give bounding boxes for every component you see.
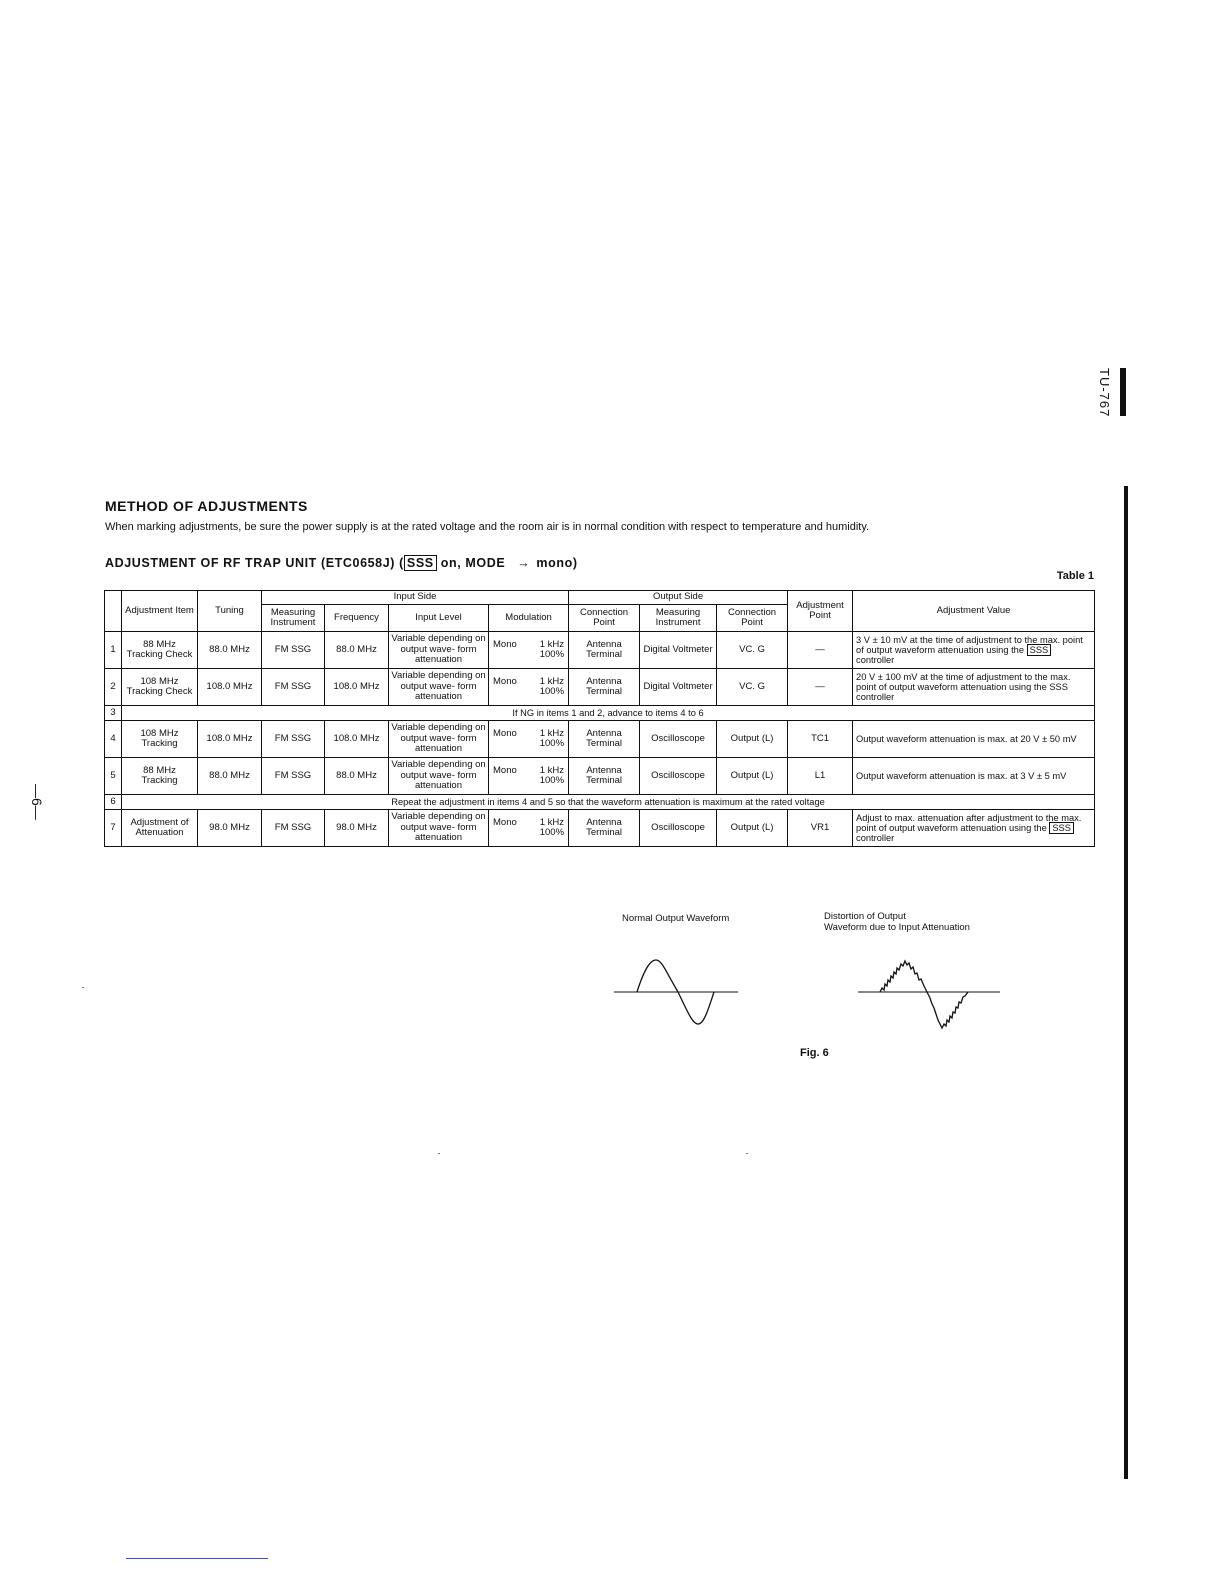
input-level: Variable depending on output wave- form attenuation (389, 810, 489, 847)
distorted-waveform-diagram (852, 950, 1004, 1032)
adjustment-item: 108 MHz Tracking (122, 721, 198, 758)
output-connection-point: VC. G (717, 632, 788, 669)
tuning-value: 88.0 MHz (198, 632, 262, 669)
normal-waveform-diagram (610, 950, 742, 1030)
note-row (105, 795, 1095, 810)
note-text: Repeat the adjustment in items 4 and 5 so that the waveform attenuation is maximum at the rated voltage (122, 795, 1095, 810)
adjustment-item: 88 MHz Tracking (122, 758, 198, 795)
sss-label: SSS (1049, 682, 1068, 692)
scan-speck (746, 1153, 748, 1154)
normal-waveform-caption: Normal Output Waveform (622, 913, 730, 924)
note-text: If NG in items 1 and 2, advance to items 4 to 6 (122, 706, 1095, 721)
mod-depth: 100% (539, 686, 565, 697)
adjustment-item: 88 MHz Tracking Check (122, 632, 198, 669)
mod-depth: 100% (539, 649, 565, 660)
adjustment-value: Output waveform attenuation is max. at 20 V ± 50 mV (853, 721, 1095, 758)
output-connection: Antenna Terminal (569, 669, 640, 706)
scan-speck (82, 987, 84, 988)
scan-speck (438, 1153, 440, 1154)
subheading-middle: on, MODE (436, 556, 506, 570)
mod-frequency: 1 kHz (539, 638, 565, 650)
input-frequency: 108.0 MHz (325, 669, 389, 706)
adjustment-item: 108 MHz Tracking Check (122, 669, 198, 706)
input-frequency: 98.0 MHz (325, 810, 389, 847)
adjustment-table (104, 590, 1095, 847)
adjustment-point: — (788, 632, 853, 669)
header-output-connection: Connection Point (569, 605, 640, 632)
mod-frequency: 1 kHz (539, 764, 565, 776)
row-number: 2 (105, 669, 122, 706)
input-level: Variable depending on output wave- form attenuation (389, 632, 489, 669)
subheading-suffix: mono) (536, 556, 578, 570)
header-tuning: Tuning (198, 591, 262, 632)
output-connection-point: Output (L) (717, 721, 788, 758)
header-modulation: Modulation (489, 605, 569, 632)
adjustment-value: Output waveform attenuation is max. at 3 V ± 5 mV (853, 758, 1095, 795)
output-connection: Antenna Terminal (569, 721, 640, 758)
table-row (105, 721, 1095, 758)
header-number (105, 591, 122, 632)
sss-boxed-label: SSS (1027, 644, 1052, 656)
side-tab-marker (1120, 368, 1126, 416)
input-instrument: FM SSG (262, 810, 325, 847)
modulation-cell (489, 810, 569, 847)
intro-text: When marking adjustments, be sure the power supply is at the rated voltage and the room air is in normal condition with respect to temperature and humidity. (105, 521, 870, 533)
header-adjustment-point: Adjustment Point (788, 591, 853, 632)
output-connection: Antenna Terminal (569, 758, 640, 795)
mod-depth: 100% (539, 827, 565, 838)
input-frequency: 88.0 MHz (325, 632, 389, 669)
table-row (105, 758, 1095, 795)
header-input-side: Input Side (262, 591, 569, 605)
header-frequency: Frequency (325, 605, 389, 632)
section-heading: METHOD OF ADJUSTMENTS (105, 498, 308, 514)
distortion-caption-line-2: Waveform due to Input Attenuation (824, 922, 970, 933)
mod-depth: 100% (539, 738, 565, 749)
adjustment-point: — (788, 669, 853, 706)
output-connection: Antenna Terminal (569, 810, 640, 847)
output-connection-point: Output (L) (717, 758, 788, 795)
row-number: 1 (105, 632, 122, 669)
distorted-sine-wave (880, 961, 968, 1028)
tuning-value: 108.0 MHz (198, 721, 262, 758)
mod-frequency: 1 kHz (539, 816, 565, 828)
output-instrument: Digital Voltmeter (640, 669, 717, 706)
row-number: 7 (105, 810, 122, 847)
output-instrument: Digital Voltmeter (640, 632, 717, 669)
table-row (105, 669, 1095, 706)
row-number: 5 (105, 758, 122, 795)
mod-type: Mono (493, 727, 517, 739)
mod-frequency: 1 kHz (539, 675, 565, 687)
figure-label: Fig. 6 (800, 1047, 829, 1059)
tuning-value: 108.0 MHz (198, 669, 262, 706)
table-row (105, 810, 1095, 847)
input-level: Variable depending on output wave- form attenuation (389, 721, 489, 758)
row-number: 4 (105, 721, 122, 758)
distortion-caption-line-1: Distortion of Output (824, 911, 906, 922)
mod-type: Mono (493, 638, 517, 650)
mod-type: Mono (493, 816, 517, 828)
header-output-instrument: Measuring Instrument (640, 605, 717, 632)
header-adjustment-value: Adjustment Value (853, 591, 1095, 632)
modulation-cell (489, 632, 569, 669)
modulation-cell (489, 669, 569, 706)
output-connection: Antenna Terminal (569, 632, 640, 669)
output-instrument: Oscilloscope (640, 758, 717, 795)
row-number: 3 (105, 706, 122, 721)
side-edge-bar (1124, 486, 1128, 1479)
adjustment-point: VR1 (788, 810, 853, 847)
subheading-prefix: ADJUSTMENT OF RF TRAP UNIT (ETC0658J) ( (105, 556, 404, 570)
page-number: —6— (29, 784, 45, 820)
header-input-level: Input Level (389, 605, 489, 632)
adjustment-value: Adjust to max. attenuation after adjustment to the max. point of output waveform attenuation using the SSS controller (853, 810, 1095, 847)
header-output-side: Output Side (569, 591, 788, 605)
adjustment-value: 3 V ± 10 mV at the time of adjustment to the max. point of output waveform attenuation using the SSS controller (853, 632, 1095, 669)
table-subheading (105, 556, 578, 570)
tuning-value: 98.0 MHz (198, 810, 262, 847)
note-row (105, 706, 1095, 721)
output-instrument: Oscilloscope (640, 810, 717, 847)
distortion-caption (824, 911, 970, 933)
blue-underline-mark (126, 1558, 268, 1559)
input-level: Variable depending on output wave- form attenuation (389, 669, 489, 706)
tuning-value: 88.0 MHz (198, 758, 262, 795)
adjustment-value: 20 V ± 100 mV at the time of adjustment to the max. point of output waveform attenuation using the SSS controller (853, 669, 1095, 706)
model-tab-label: TU-767 (1097, 368, 1112, 418)
sss-boxed-label: SSS (404, 555, 437, 571)
table-row (105, 632, 1095, 669)
input-level: Variable depending on output wave- form attenuation (389, 758, 489, 795)
adjustment-point: TC1 (788, 721, 853, 758)
adjustment-item: Adjustment of Attenuation (122, 810, 198, 847)
output-instrument: Oscilloscope (640, 721, 717, 758)
input-frequency: 108.0 MHz (325, 721, 389, 758)
input-frequency: 88.0 MHz (325, 758, 389, 795)
input-instrument: FM SSG (262, 669, 325, 706)
header-item: Adjustment Item (122, 591, 198, 632)
header-input-instrument: Measuring Instrument (262, 605, 325, 632)
mod-frequency: 1 kHz (539, 727, 565, 739)
output-connection-point: VC. G (717, 669, 788, 706)
input-instrument: FM SSG (262, 721, 325, 758)
input-instrument: FM SSG (262, 758, 325, 795)
header-output-connection-point: Connection Point (717, 605, 788, 632)
mod-type: Mono (493, 675, 517, 687)
mod-type: Mono (493, 764, 517, 776)
table-label: Table 1 (1056, 570, 1094, 582)
row-number: 6 (105, 795, 122, 810)
arrow-icon: → (517, 556, 531, 570)
modulation-cell (489, 721, 569, 758)
output-connection-point: Output (L) (717, 810, 788, 847)
input-instrument: FM SSG (262, 632, 325, 669)
sss-boxed-label: SSS (1049, 822, 1074, 834)
adjustment-point: L1 (788, 758, 853, 795)
mod-depth: 100% (539, 775, 565, 786)
modulation-cell (489, 758, 569, 795)
